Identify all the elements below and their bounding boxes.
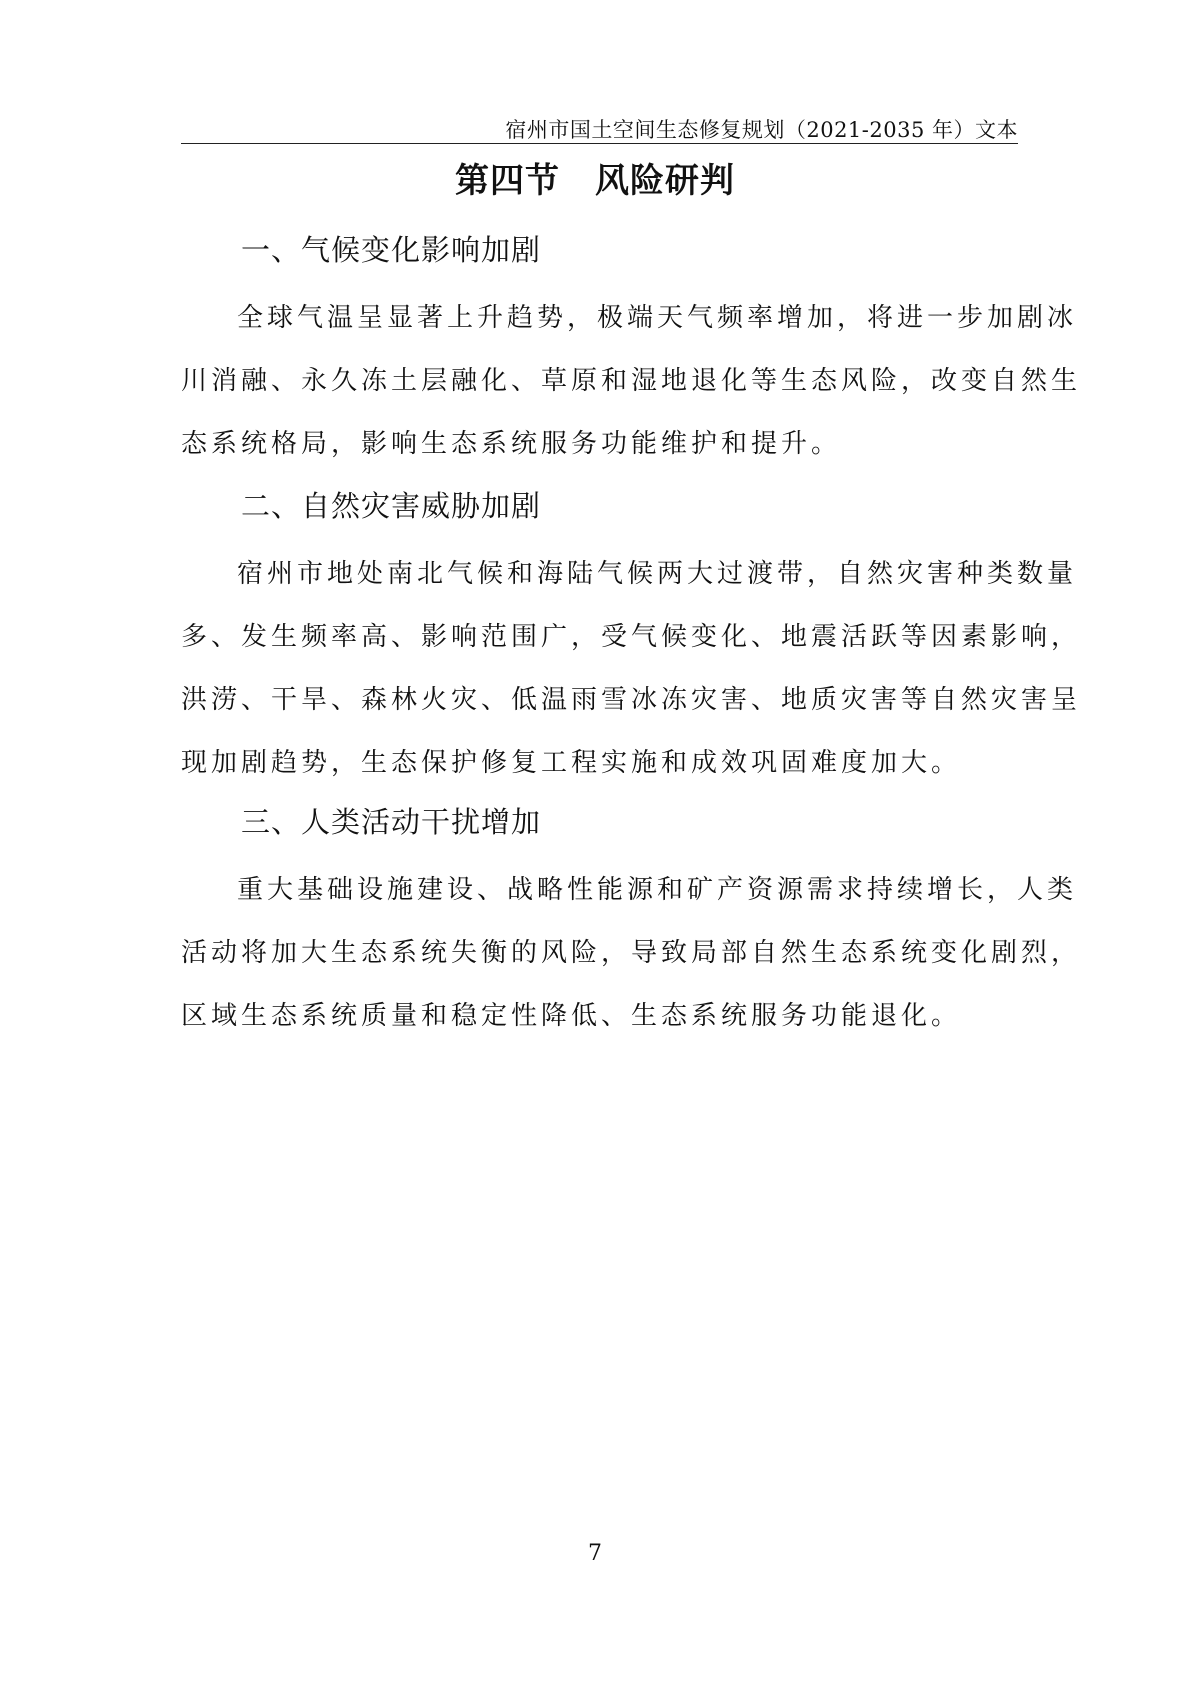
section-1	[181, 228, 1018, 269]
paragraph-line: 川消融、永久冻土层融化、草原和湿地退化等生态风险，改变自然生	[181, 366, 1082, 396]
document-title: 宿州市国土空间生态修复规划（2021-2035 年）文本	[505, 118, 1018, 142]
paragraph-line: 宿州市地处南北气候和海陆气候两大过渡带，自然灾害种类数量	[237, 559, 1078, 589]
section-1-heading: 一、气候变化影响加剧	[241, 233, 542, 267]
section-2-heading: 二、自然灾害威胁加剧	[241, 489, 542, 523]
section-3	[181, 800, 1018, 841]
paragraph-line: 重大基础设施建设、战略性能源和矿产资源需求持续增长，人类	[237, 875, 1078, 905]
paragraph-line: 态系统格局，影响生态系统服务功能维护和提升。	[181, 429, 842, 459]
section-2	[181, 484, 1018, 525]
section-3-paragraph	[181, 859, 1082, 1048]
paragraph-line: 全球气温呈显著上升趋势，极端天气频率增加，将进一步加剧冰	[237, 303, 1078, 333]
paragraph-line: 现加剧趋势，生态保护修复工程实施和成效巩固难度加大。	[181, 748, 962, 778]
section-title: 第四节 风险研判	[455, 161, 735, 201]
page-number: 7	[588, 1541, 602, 1566]
paragraph-line: 活动将加大生态系统失衡的风险，导致局部自然生态系统变化剧烈，	[181, 938, 1082, 968]
paragraph-line: 洪涝、干旱、森林火灾、低温雨雪冰冻灾害、地质灾害等自然灾害呈	[181, 685, 1082, 715]
paragraph-line: 区域生态系统质量和稳定性降低、生态系统服务功能退化。	[181, 1001, 962, 1031]
paragraph-line: 多、发生频率高、影响范围广，受气候变化、地震活跃等因素影响，	[181, 622, 1082, 652]
section-3-heading: 三、人类活动干扰增加	[241, 805, 542, 839]
running-header	[181, 110, 1018, 144]
section-1-paragraph	[181, 287, 1082, 476]
section-2-paragraph	[181, 543, 1082, 795]
